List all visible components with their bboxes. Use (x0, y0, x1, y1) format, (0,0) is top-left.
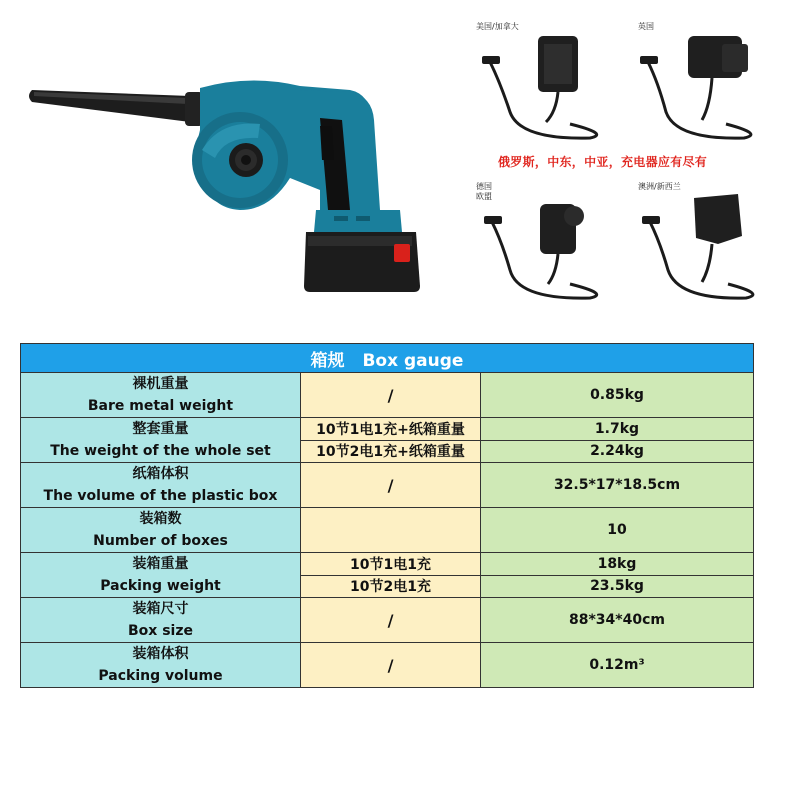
table-row (21, 463, 754, 508)
label-cn: 整套重量 (132, 421, 189, 437)
table-title (21, 344, 754, 373)
row-label-num-boxes (21, 508, 301, 553)
box-gauge-table (20, 343, 754, 688)
row-label-packing-volume (21, 643, 301, 688)
charger-region-label: 澳洲/新西兰 (638, 182, 681, 191)
label-en: Packing volume (98, 668, 223, 684)
row-mid: 10节2电1充 (301, 575, 481, 598)
label-cn: 纸箱体积 (132, 466, 189, 482)
label-cn: 装箱数 (139, 511, 182, 527)
row-mid: / (301, 598, 481, 643)
cordless-blower-image (20, 60, 440, 300)
table-row (21, 418, 754, 441)
au-plug-icon (632, 182, 782, 302)
eu-plug-icon (470, 182, 620, 302)
row-value: 1.7kg (481, 418, 754, 441)
table-row (21, 373, 754, 418)
label-cn: 裸机重量 (132, 376, 189, 392)
charger-options-panel (470, 22, 790, 312)
row-value: 10 (481, 508, 754, 553)
charger-uk (632, 22, 782, 142)
row-value: 0.85kg (481, 373, 754, 418)
table-title-cn: 箱规 (310, 350, 345, 371)
charger-au (632, 182, 782, 302)
row-value: 0.12m³ (481, 643, 754, 688)
row-value: 18kg (481, 553, 754, 576)
row-mid (301, 508, 481, 553)
row-label-box-volume (21, 463, 301, 508)
row-label-packing-weight (21, 553, 301, 598)
charger-region-label: 美国/加拿大 (476, 22, 519, 31)
row-value: 32.5*17*18.5cm (481, 463, 754, 508)
charger-region-label: 英国 (638, 22, 654, 31)
label-en: Bare metal weight (87, 398, 234, 414)
table-row (21, 508, 754, 553)
label-en: The weight of the whole set (50, 443, 271, 459)
row-mid: / (301, 643, 481, 688)
label-cn: 装箱尺寸 (132, 601, 189, 617)
row-label-bare-weight (21, 373, 301, 418)
row-value: 2.24kg (481, 440, 754, 463)
label-cn: 装箱重量 (132, 556, 189, 572)
table-row (21, 553, 754, 576)
label-en: Number of boxes (93, 533, 228, 549)
row-label-set-weight (21, 418, 301, 463)
label-en: Packing weight (100, 578, 221, 594)
label-en: The volume of the plastic box (43, 488, 278, 504)
label-en: Box size (128, 623, 193, 639)
us-plug-icon (470, 22, 620, 142)
table-row (21, 598, 754, 643)
row-mid: 10节2电1充+纸箱重量 (301, 440, 481, 463)
charger-region-label: 德国 欧盟 (476, 182, 492, 201)
row-mid: 10节1电1充 (301, 553, 481, 576)
label-cn: 装箱体积 (132, 646, 189, 662)
row-mid: 10节1电1充+纸箱重量 (301, 418, 481, 441)
row-mid: / (301, 463, 481, 508)
charger-us (470, 22, 620, 142)
table-row (21, 643, 754, 688)
table-title-en: Box gauge (362, 350, 464, 371)
row-label-box-size (21, 598, 301, 643)
row-mid: / (301, 373, 481, 418)
row-value: 23.5kg (481, 575, 754, 598)
row-value: 88*34*40cm (481, 598, 754, 643)
uk-plug-icon (632, 22, 782, 142)
charger-availability-note: 俄罗斯，中东，中亚，充电器应有尽有 (498, 155, 708, 169)
charger-eu (470, 182, 620, 302)
